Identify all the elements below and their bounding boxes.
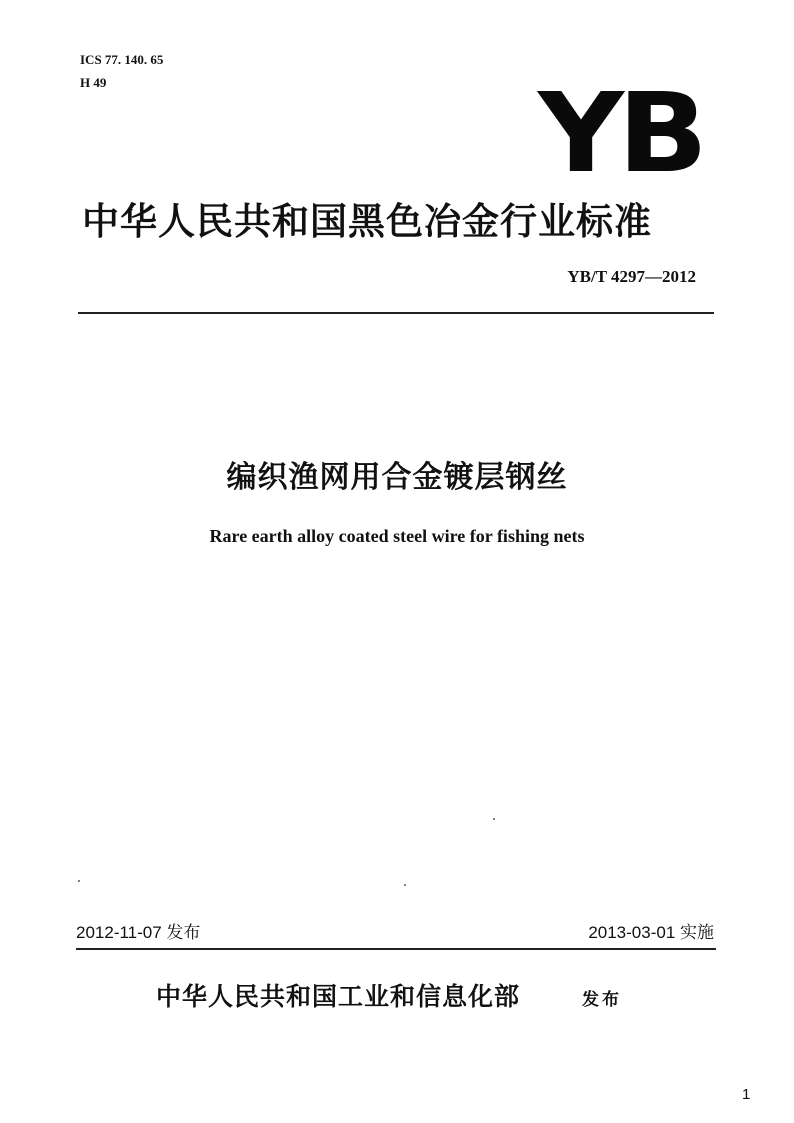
bottom-divider [76, 948, 716, 950]
issuing-ministry: 中华人民共和国工业和信息化部 [156, 982, 521, 1011]
page-number: 1 [742, 1086, 751, 1103]
scan-speck [493, 818, 495, 820]
scan-speck [404, 884, 406, 886]
yb-logo: YB [538, 69, 702, 197]
standard-number: YB/T 4297—2012 [567, 267, 696, 286]
ics-code: ICS 77. 140. 65 [80, 52, 164, 67]
publish-label: 发布 [582, 990, 622, 1010]
document-title-en: Rare earth alloy coated steel wire for fishing nets [209, 526, 585, 546]
issuer-title: 中华人民共和国黑色冶金行业标准 [82, 200, 652, 243]
implementation-date: 2013-03-01 实施 [588, 923, 714, 942]
top-divider [78, 312, 714, 314]
issue-date: 2012-11-07 发布 [76, 923, 201, 942]
ccs-code: H 49 [80, 75, 107, 90]
scan-speck [78, 880, 80, 882]
document-title-cn: 编织渔网用合金镀层钢丝 [226, 460, 568, 495]
